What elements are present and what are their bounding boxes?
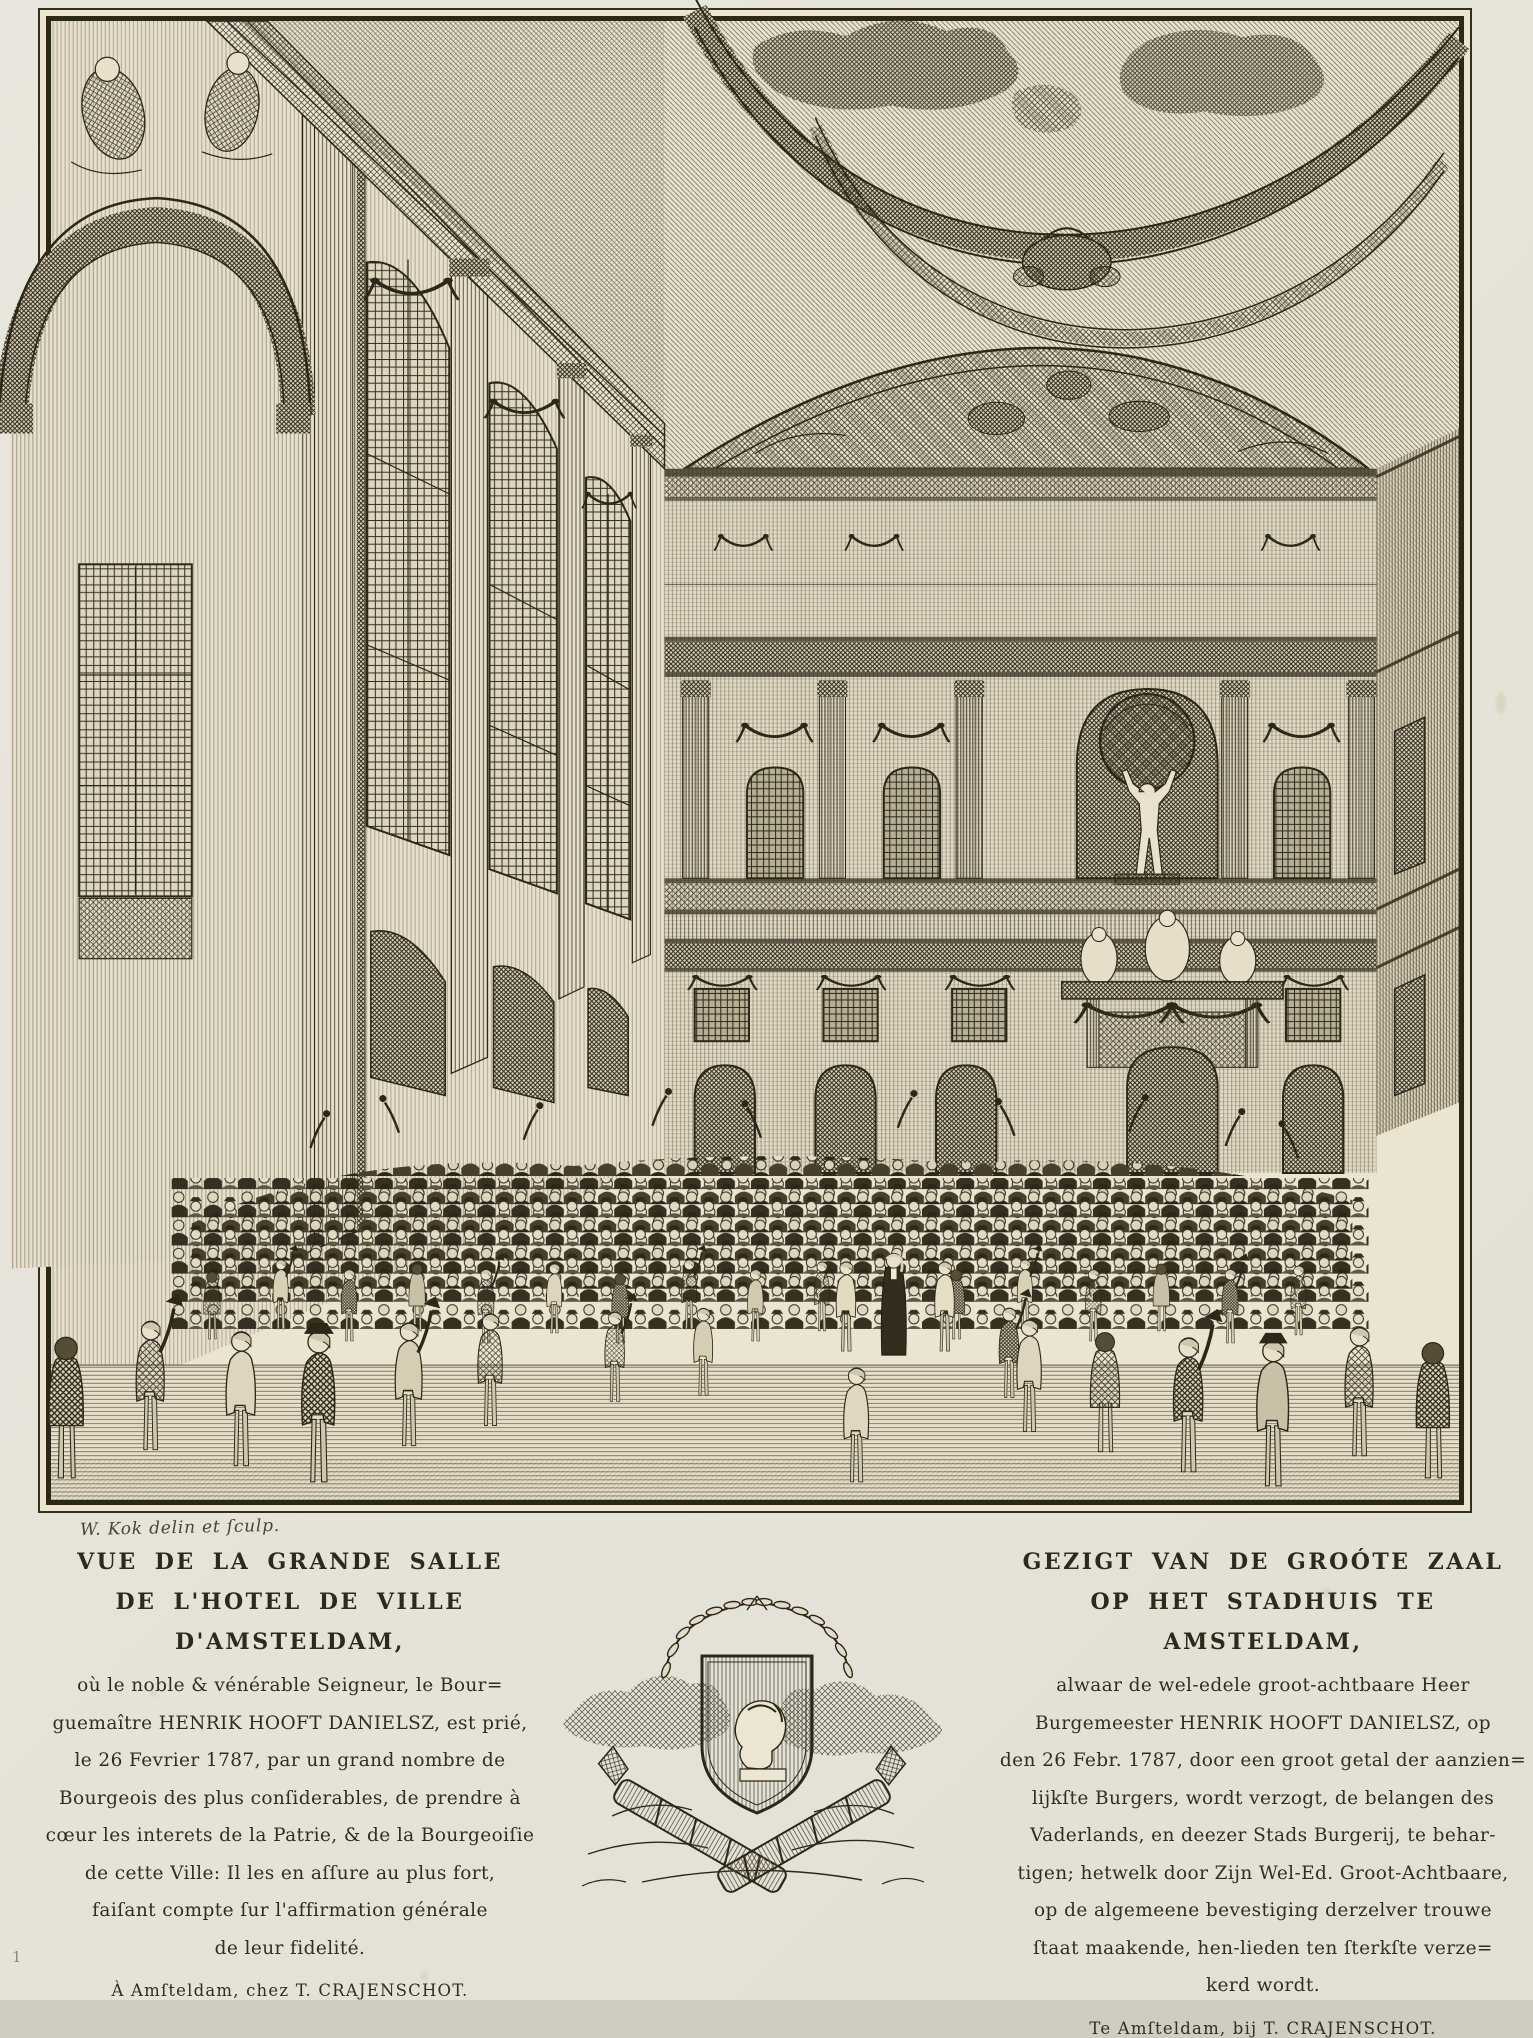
caption-line: lijkſte Burgers, wordt verzogt, de belangen des: [1031, 1787, 1495, 1809]
engraver-signature: W. Kok delin et ſculp.: [79, 1515, 281, 1541]
french-body: [44, 1667, 536, 1967]
engraving-frame: [46, 16, 1464, 1505]
paper-spot: [420, 1972, 428, 1980]
caption-line: Burgemeester HENRIK HOOFT DANIELSZ, op: [1034, 1712, 1492, 1734]
paper-spot: [150, 1690, 157, 1697]
hall-floor: [51, 1365, 1459, 1500]
right-wall: [1377, 428, 1459, 1135]
caption-line: Vaderlands, en deezer Stads Burgerij, te behar-: [1030, 1825, 1496, 1846]
caption-line: alwaar de wel-edele groot-achtbaare Heer: [1056, 1675, 1470, 1696]
engraving: [51, 21, 1459, 1500]
caption-line: cœur les interets de la Patrie, & de la Bourgeoiſie: [45, 1825, 535, 1846]
caption-line: Bourgeois des plus conſiderables, de prendre à: [59, 1787, 521, 1809]
french-imprint: À Amſteldam, chez T. CRAJENSCHOT.: [111, 1981, 469, 2000]
dutch-body: [998, 1667, 1528, 2005]
page-corner-mark: 1: [12, 1948, 22, 1966]
caption-line: den 26 Febr. 1787, door een groot getal der aanzien=: [999, 1750, 1527, 1771]
striped-shield: [702, 1656, 812, 1813]
caption-line: de leur fidelité.: [214, 1937, 366, 1959]
caption-line: op de algemeene bevestiging derzelver trouwe: [1034, 1900, 1492, 1921]
caption-line: OP HET STADHUIS TE AMSTELDAM,: [1090, 1589, 1436, 1655]
caption-line: où le noble & vénérable Seigneur, le Bour=: [77, 1675, 503, 1696]
caption-line: GEZIGT VAN DE GROÓTE ZAAL: [1022, 1549, 1504, 1575]
dutch-imprint: Te Amſteldam, bij T. CRAJENSCHOT.: [1089, 2018, 1437, 2038]
caption-line: faiſant compte ſur l'affirmation générale: [92, 1900, 488, 1921]
caption-french: [44, 1542, 536, 2000]
caption-line: de cette Ville: Il les en aſſure au plus fort,: [84, 1862, 496, 1884]
caption-line: DE L'HOTEL DE VILLE D'AMSTELDAM,: [115, 1589, 465, 1655]
paper-spot: [1322, 1588, 1331, 1597]
foreground-arch: [0, 198, 310, 1269]
atlas-niche: [1077, 689, 1218, 884]
far-wall: [664, 469, 1376, 1173]
caption-line: le 26 Fevrier 1787, par un grand nombre de: [74, 1750, 506, 1771]
burgomaster-figure: [881, 1253, 906, 1355]
caption-line: kerd wordt.: [1205, 1975, 1321, 1996]
dutch-title: [998, 1542, 1528, 1662]
paper-spot: [1496, 692, 1506, 714]
engraving-plate: [38, 8, 1472, 1513]
french-title: [44, 1542, 536, 1662]
caption-line: guemaître HENRIK HOOFT DANIELSZ, est prié,: [52, 1712, 528, 1734]
caption-line: ſtaat maakende, hen-lieden ten ſterkſte verze=: [1033, 1937, 1493, 1959]
caption-line: tigen; hetwelk door Zijn Wel-Ed. Groot-Achtbaare,: [1017, 1862, 1509, 1884]
caption-line: VUE DE LA GRANDE SALLE: [77, 1549, 503, 1575]
vignette-emblem: [552, 1586, 952, 1916]
caption-dutch: [998, 1542, 1528, 2038]
